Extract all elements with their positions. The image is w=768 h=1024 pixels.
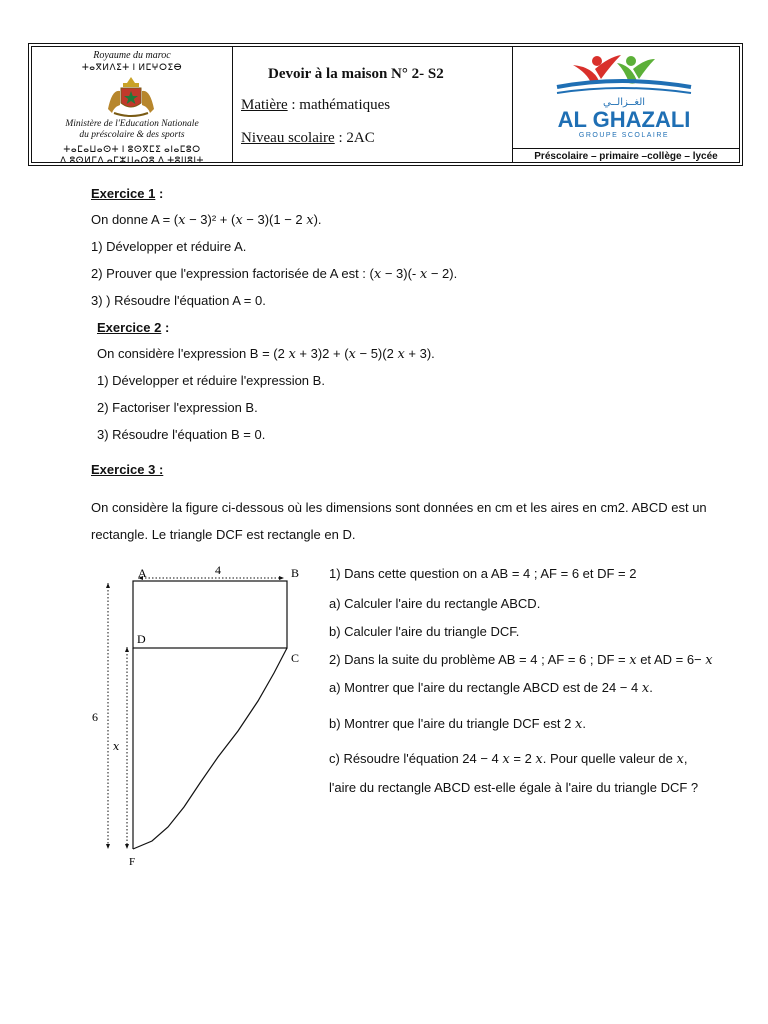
label-a: A xyxy=(138,566,147,580)
ex1-q2-text: − 2). xyxy=(427,266,458,281)
ex2-intro-text: + 3)2 + ( xyxy=(295,346,349,361)
ministry-text xyxy=(32,119,232,141)
ex3-q2a-text: a) Montrer que l'aire du rectangle ABCD est de 24 − 4 xyxy=(329,680,642,695)
var-x: x xyxy=(178,213,186,228)
label-c: C xyxy=(291,651,300,665)
var-x: x xyxy=(574,717,583,732)
ex2-question-3: 3) Résoudre l'équation B = 0. xyxy=(97,427,266,442)
header-inner xyxy=(31,46,740,163)
ex3-question-2c-line-2: l'aire du rectangle ABCD est-elle égale à l'aire du triangle DCF ? xyxy=(329,780,699,795)
tifinagh-line-2: ⵜⴰⵎⴰⵡⴰⵙⵜ ⵏ ⵓⵙⴳⵎⵉ ⴰⵏⴰⵎⵓⵔ xyxy=(63,144,201,154)
ex3-question-2b xyxy=(329,716,586,732)
logo-name-text: AL GHAZALI xyxy=(557,107,691,132)
ex1-given-text: On donne A = ( xyxy=(91,212,179,227)
rectangle-triangle-figure xyxy=(88,561,313,871)
label-x: x xyxy=(113,740,120,753)
ex1-title: Exercice 1 xyxy=(91,186,156,201)
ex3-q2a-text: . xyxy=(649,680,653,695)
var-x: x xyxy=(348,347,356,362)
var-x: x xyxy=(676,752,684,767)
ex2-colon: : xyxy=(161,320,170,335)
level-value: : 2AC xyxy=(334,130,375,146)
ex2-title: Exercice 2 xyxy=(97,320,162,335)
page-title: Devoir à la maison N° 2- S2 xyxy=(268,66,444,82)
ex2-intro-text: On considère l'expression B = (2 xyxy=(97,346,289,361)
var-x: x xyxy=(502,752,510,767)
logo-arabic-text: الغــزالــي xyxy=(602,97,646,108)
ex1-colon: : xyxy=(155,186,164,201)
var-x: x xyxy=(629,653,637,668)
var-x: x xyxy=(306,213,314,228)
ex3-q2c-text: c) Résoudre l'équation 24 − 4 xyxy=(329,751,503,766)
level-line xyxy=(241,130,375,147)
ex3-q2-text: 2) Dans la suite du problème AB = 4 ; AF = 6 ; DF = xyxy=(329,652,630,667)
var-x: x xyxy=(535,752,543,767)
var-x: x xyxy=(641,681,650,696)
var-x: x xyxy=(705,653,713,668)
level-label: Niveau scolaire xyxy=(241,130,335,146)
ex1-given xyxy=(91,212,322,228)
ex2-question-2: 2) Factoriser l'expression B. xyxy=(97,400,258,415)
ex1-given-text: ). xyxy=(313,212,322,227)
royal-emblem-icon xyxy=(104,75,158,117)
ex2-intro xyxy=(97,346,435,362)
tifinagh-line-1: ⵜⴰⴳⵍⴷⵉⵜ ⵏ ⵍⵎⵖⵔⵉⴱ xyxy=(81,62,183,72)
ex1-question-1: 1) Développer et réduire A. xyxy=(91,239,247,254)
ex3-question-1a: a) Calculer l'aire du rectangle ABCD. xyxy=(329,596,541,611)
ex3-title: Exercice 3 : xyxy=(91,462,164,477)
var-x: x xyxy=(397,347,405,362)
ex3-q2-text: et AD = 6− xyxy=(636,652,706,667)
ex3-q2c-text: , xyxy=(683,751,688,766)
ex3-q2c-text: = 2 xyxy=(509,751,536,766)
school-cell-divider xyxy=(513,148,739,149)
title-cell xyxy=(233,47,513,162)
ex3-question-1b: b) Calculer l'aire du triangle DCF. xyxy=(329,624,520,639)
logo-subtitle-text: GROUPE SCOLAIRE xyxy=(578,132,670,139)
school-cell xyxy=(513,47,739,162)
label-af-length: 6 xyxy=(92,710,98,724)
ex3-question-2 xyxy=(329,652,713,668)
ex1-q2-text: 2) Prouver que l'expression factorisée de A est : ( xyxy=(91,266,374,281)
ex2-heading xyxy=(97,320,169,335)
ministry-line-2: du préscolaire & des sports xyxy=(79,130,185,140)
ex2-question-1: 1) Développer et réduire l'expression B. xyxy=(97,373,325,388)
ex1-given-text: − 3)(1 − 2 xyxy=(242,212,307,227)
rectangle-abcd xyxy=(133,581,287,648)
ex3-heading xyxy=(91,462,163,477)
subject-line xyxy=(241,97,390,114)
label-d: D xyxy=(137,632,146,646)
school-levels: Préscolaire – primaire –collège – lycée xyxy=(534,151,718,162)
ex1-given-text: − 3)² + ( xyxy=(185,212,236,227)
ex3-q2b-text: b) Montrer que l'aire du triangle DCF est 2 xyxy=(329,716,575,731)
ex1-question-3: 3) ) Résoudre l'équation A = 0. xyxy=(91,293,266,308)
var-x: x xyxy=(288,347,296,362)
label-b: B xyxy=(291,566,300,580)
segment-cf xyxy=(133,648,287,849)
ex3-question-1: 1) Dans cette question on a AB = 4 ; AF = 6 et DF = 2 xyxy=(329,566,637,581)
tifinagh-line-3: ⴷ ⵓⵙⵍⵎⴷ ⴰⵎⵣⵡⴰⵔⵓ ⴷ ⵜⵓⵏⵏⵓⵏⵜ xyxy=(60,155,204,165)
label-f: F xyxy=(129,856,136,868)
al-ghazali-logo-icon xyxy=(551,53,701,143)
subject-label: Matière xyxy=(241,97,288,113)
ex3-question-2c xyxy=(329,751,687,767)
ex3-paragraph: On considère la figure ci-dessous où les dimensions sont données en cm et les aires en cm2. ABCD est un rectangle. Le triangle DCF est rectangle en D. xyxy=(91,500,707,542)
ex3-q2b-text: . xyxy=(582,716,586,731)
ex1-question-2 xyxy=(91,266,457,282)
ex3-q2c-text: . Pour quelle valeur de xyxy=(542,751,677,766)
ex2-intro-text: − 5)(2 xyxy=(355,346,398,361)
ex2-intro-text: + 3). xyxy=(404,346,435,361)
var-x: x xyxy=(419,267,428,282)
ex1-heading xyxy=(91,186,163,201)
ministry-cell xyxy=(32,47,233,165)
header-box xyxy=(28,43,743,166)
ministry-line-1: Ministère de l'Education Nationale xyxy=(65,119,199,129)
label-ab-length: 4 xyxy=(215,563,221,577)
ex3-question-2a xyxy=(329,680,653,696)
var-x: x xyxy=(373,267,382,282)
ex1-q2-text: − 3)(- xyxy=(381,266,420,281)
kingdom-text: Royaume du maroc xyxy=(93,50,171,61)
subject-value: : mathématiques xyxy=(287,97,391,113)
var-x: x xyxy=(235,213,243,228)
